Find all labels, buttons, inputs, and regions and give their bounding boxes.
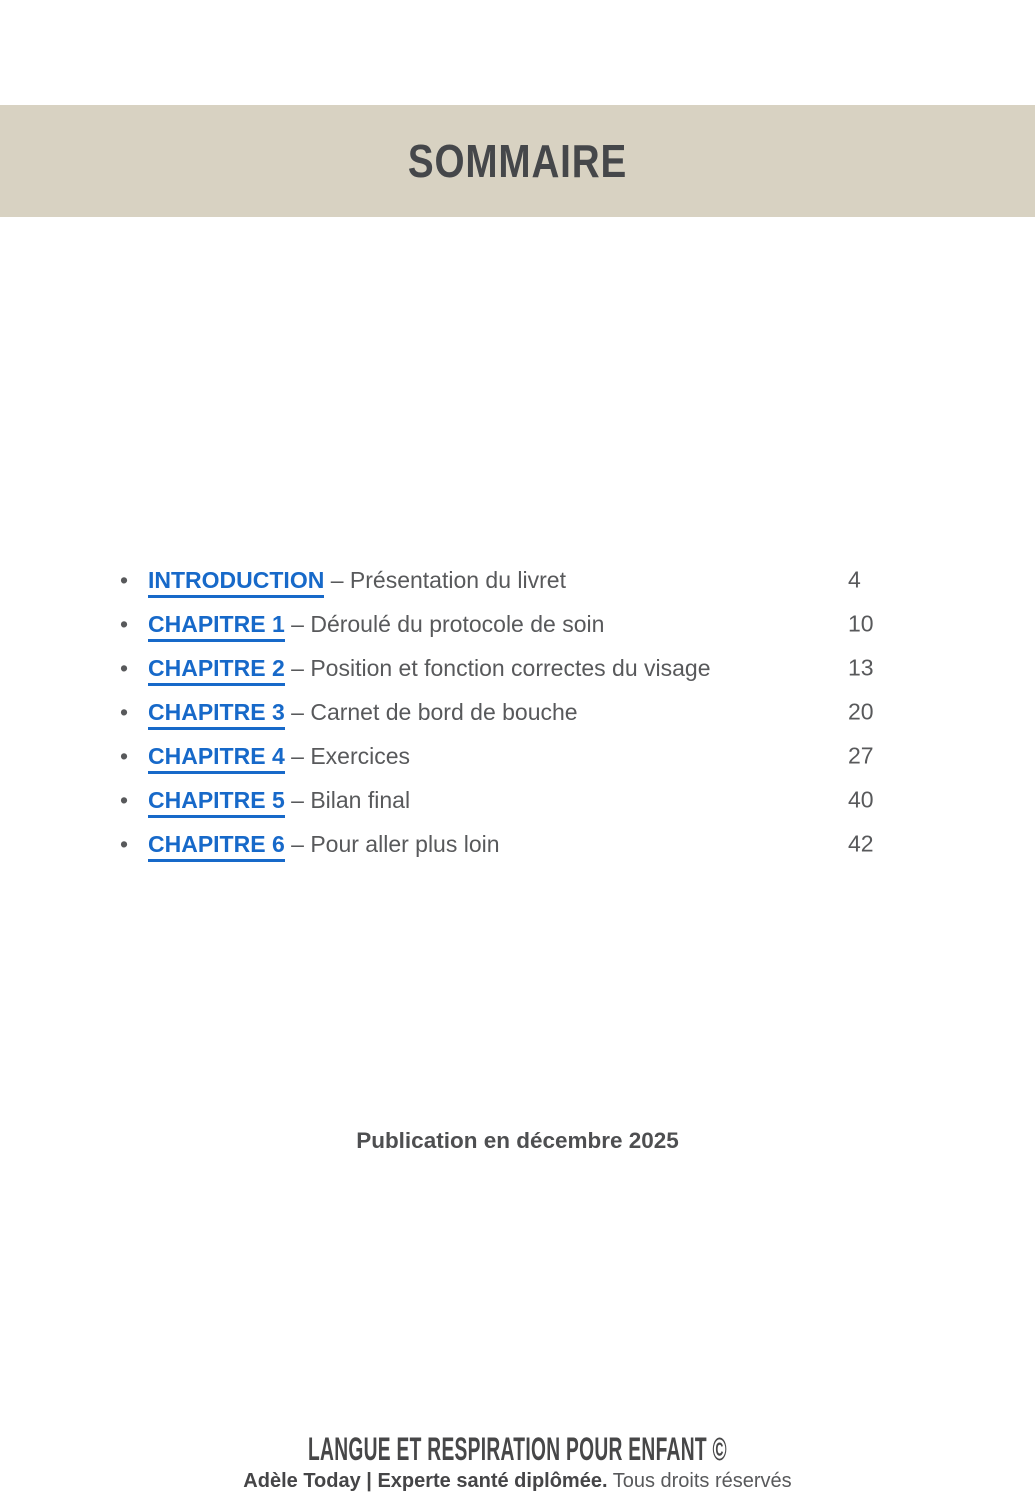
toc-separator: – [291, 742, 304, 769]
toc-link-introduction[interactable]: INTRODUCTION [148, 567, 324, 598]
toc-page-number: 27 [848, 742, 874, 769]
toc-entry-text [148, 699, 578, 726]
toc-separator: – [291, 698, 304, 725]
toc-description: Pour aller plus loin [310, 830, 500, 857]
toc-link-chapitre-1[interactable]: CHAPITRE 1 [148, 611, 285, 642]
toc-page-number: 13 [848, 654, 874, 681]
toc-link-chapitre-5[interactable]: CHAPITRE 5 [148, 787, 285, 818]
toc-entry-text [148, 567, 566, 594]
toc-description: Position et fonction correctes du visage [310, 654, 711, 681]
toc-separator: – [291, 654, 304, 681]
toc-entry-text [148, 787, 410, 814]
page-footer [0, 1431, 1035, 1494]
toc-entry-text [148, 611, 604, 638]
toc-row [115, 734, 880, 778]
toc-separator: – [291, 786, 304, 813]
toc-link-chapitre-6[interactable]: CHAPITRE 6 [148, 831, 285, 862]
toc-row [115, 558, 880, 602]
toc-description: Exercices [310, 742, 411, 769]
bullet-icon: • [120, 830, 129, 857]
toc-description: Présentation du livret [349, 566, 566, 593]
page-title: SOMMAIRE [407, 135, 628, 187]
table-of-contents [115, 558, 880, 866]
toc-row [115, 602, 880, 646]
toc-separator: – [291, 830, 304, 857]
toc-row [115, 778, 880, 822]
toc-separator: – [291, 610, 304, 637]
toc-description: Carnet de bord de bouche [310, 698, 578, 725]
brand-title: LANGUE ET RESPIRATION POUR ENFANT © [308, 1431, 727, 1467]
toc-page-number: 40 [848, 786, 874, 813]
toc-page-number: 42 [848, 830, 874, 857]
footer-credits [0, 1468, 1035, 1494]
publication-note: Publication en décembre 2025 [356, 1128, 679, 1153]
bullet-icon: • [120, 786, 129, 813]
toc-separator: – [330, 566, 344, 593]
bullet-icon: • [120, 610, 129, 637]
toc-page-number: 20 [848, 698, 874, 725]
toc-description: Bilan final [310, 786, 411, 813]
bullet-icon: • [120, 742, 129, 769]
footer-rights: Tous droits réservés [612, 1470, 792, 1492]
toc-row [115, 690, 880, 734]
toc-page-number: 4 [848, 566, 861, 593]
bullet-icon: • [120, 566, 129, 593]
toc-row [115, 646, 880, 690]
bullet-icon: • [120, 698, 129, 725]
toc-entry-text [148, 831, 500, 858]
sommaire-banner [0, 105, 1035, 217]
bullet-icon: • [120, 654, 129, 681]
toc-page-number: 10 [848, 610, 874, 637]
footer-author: Adèle Today | Experte santé diplômée. [243, 1470, 608, 1492]
toc-entry-text [148, 743, 410, 770]
toc-link-chapitre-2[interactable]: CHAPITRE 2 [148, 655, 285, 686]
toc-link-chapitre-4[interactable]: CHAPITRE 4 [148, 743, 285, 774]
toc-entry-text [148, 655, 711, 682]
toc-link-chapitre-3[interactable]: CHAPITRE 3 [148, 699, 285, 730]
toc-row [115, 822, 880, 866]
toc-description: Déroulé du protocole de soin [310, 610, 605, 637]
